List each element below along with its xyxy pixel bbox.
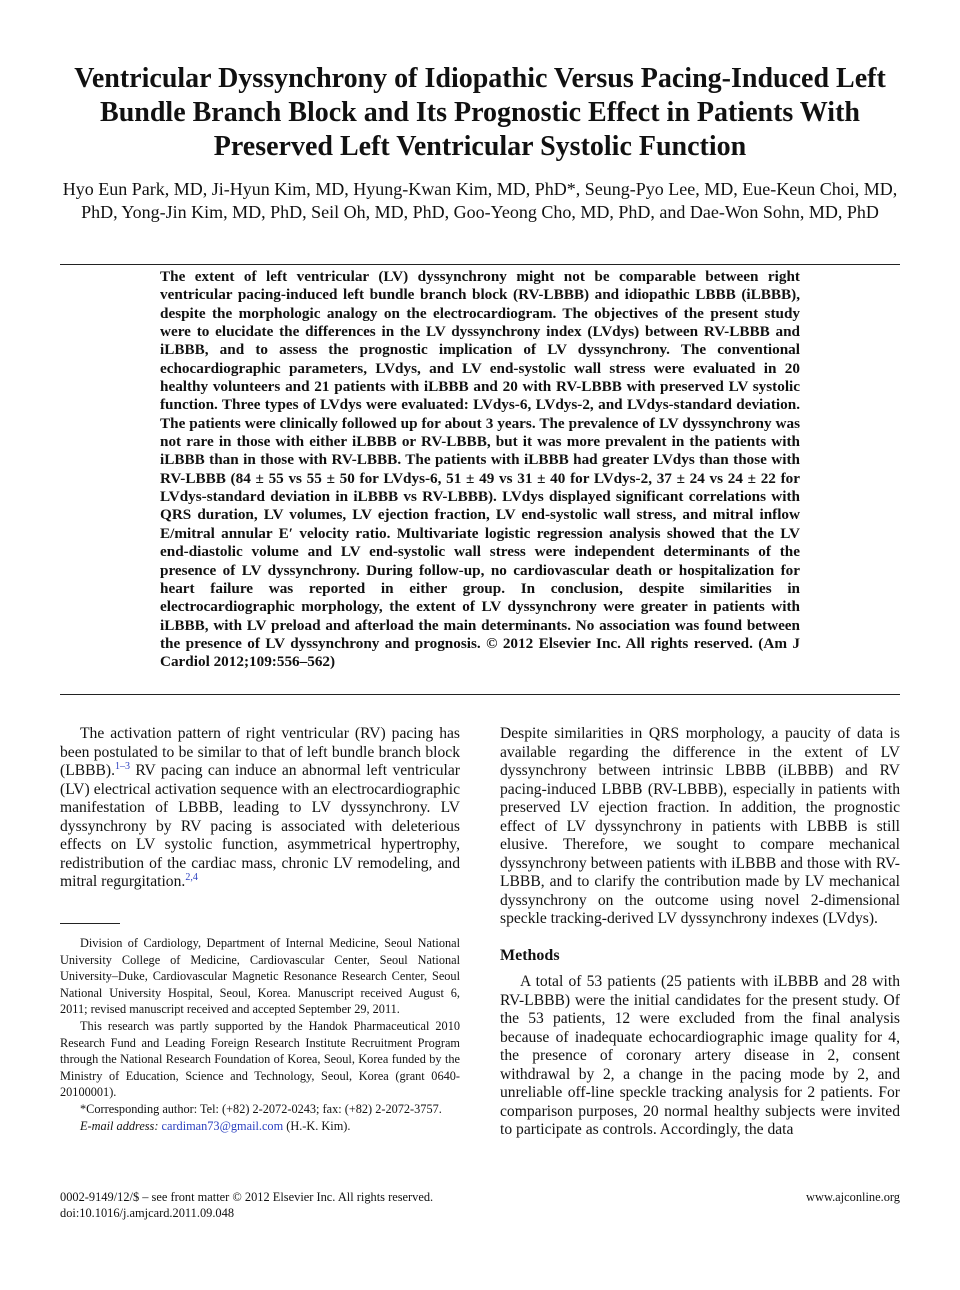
footnotes — [60, 935, 460, 1134]
abstract-top-rule — [60, 264, 900, 265]
methods-paragraph: A total of 53 patients (25 patients with iLBBB and 28 with RV-LBBB) were the initial candidates for the present study. Of the 53 patients, 12 were excluded from the final analysis because of inadequate echocardiographic image quality for 4, the presence of coronary artery disease in 2, consent withdrawal by 2, a change in the pacing mode by 2, and unreliable off-line speckle tracking analysis for 2 patients. For comparison purposes, 20 normal healthy subjects were invited to participate as controls. Accordingly, the data — [500, 973, 900, 1138]
intro-continued-paragraph: Despite similarities in QRS morphology, a paucity of data is available regarding the difference in the extent of LV dyssynchrony between intrinsic LBBB (iLBBB) and RV pacing-induced LBBB (RV-LBBB), especially in patients with preserved LV ejection fraction. In addition, the prognostic effect of LV dyssynchrony in patients with LBBB is still elusive. Therefore, we sought to compare mechanical dyssynchrony between patients with iLBBB and those with RV-LBBB, and to clarify the contribution made by LV mechanical dyssynchrony on the outcome using novel 2-dimensional speckle tracking-derived LV dyssynchrony indexes (LVdys). — [500, 725, 900, 927]
intro-text-2: RV pacing can induce an abnormal left ventricular (LV) electrical activation sequence with an electrocardiographic manifestation of LBBB, leading to LV dyssynchrony. LV dyssynchrony by RV pacing is associated with deleterious effects on LV systolic function, asymmetrical hypertrophy, redistribution of the cardiac mass, chronic LV remodeling, and mitral regurgitation. — [60, 762, 460, 890]
footer-url[interactable]: www.ajconline.org — [806, 1190, 900, 1204]
footnote-rule — [60, 923, 120, 924]
left-column — [60, 725, 460, 892]
email-link[interactable]: cardiman73@gmail.com — [161, 1118, 284, 1133]
author-list: Hyo Eun Park, MD, Ji-Hyun Kim, MD, Hyung-Kwan Kim, MD, PhD*, Seung-Pyo Lee, MD, Eue-Keun Choi, MD, PhD, Yong-Jin Kim, MD, PhD, Seil Oh, MD, PhD, Goo-Yeong Cho, MD, PhD, and Dae-Won Sohn, MD, PhD — [62, 179, 898, 222]
footer-doi: doi:10.1016/j.amjcard.2011.09.048 — [60, 1206, 235, 1220]
intro-text-1: The activation pattern of right ventricular (RV) pacing has been postulated to be similar to that of left bundle branch block (LBBB). — [60, 725, 460, 779]
reference-link[interactable]: 2,4 — [185, 872, 198, 883]
email-suffix: (H.-K. Kim). — [283, 1118, 351, 1133]
reference-link[interactable]: 1–3 — [115, 761, 131, 772]
footnote-affiliation: Division of Cardiology, Department of Internal Medicine, Seoul National University College of Medicine, Cardiovascular Center, Seoul National University–Duke, Cardiovascular Magnetic Resonance Research Center, Seoul National University Hospital, Seoul, Korea. Manuscript received August 6, 2011; revised manuscript received and accepted September 29, 2011. — [60, 936, 460, 1017]
email-label: E-mail address: — [80, 1118, 159, 1133]
article-title: Ventricular Dyssynchrony of Idiopathic Versus Pacing-Induced Left Bundle Branch Block and Its Prognostic Effect in Patients With Preserved Left Ventricular Systolic Function — [74, 63, 886, 162]
abstract: The extent of left ventricular (LV) dyssynchrony might not be comparable between right ventricular pacing-induced left bundle branch block (RV-LBBB) and idiopathic LBBB (iLBBB), despite the morphologic analogy on the electrocardiogram. The objectives of the present study were to elucidate the differences in the LV dyssynchrony index (LVdys) between RV-LBBB and iLBBB, and to assess the prognostic implication of LV dyssynchrony. The conventional echocardiographic parameters, LVdys, and LV end-systolic wall stress were evaluated in 20 healthy volunteers and 21 patients with iLBBB and 20 with RV-LBBB with preserved LV systolic function. Three types of LVdys were evaluated: LVdys-6, LVdys-2, and LVdys-standard deviation. The patients were clinically followed up for about 3 years. The prevalence of LV dyssynchrony was not rare in those with either iLBBB or RV-LBBB, but it was more prevalent in the patients with iLBBB than in those with RV-LBBB. The patients with iLBBB had greater LVdys than those with RV-LBBB (84 ± 55 vs 55 ± 50 for LVdys-6, 51 ± 49 vs 31 ± 40 for LVdys-2, 37 ± 24 vs 24 ± 22 for LVdys-standard deviation in iLBBB vs RV-LBBB). LVdys displayed significant correlations with QRS duration, LV volumes, LV ejection fraction, LV end-systolic wall stress, and mitral inflow E/mitral annular E′ velocity ratio. Multivariate logistic regression analysis showed that the LV end-diastolic volume and LV end-systolic wall stress were independent determinants of the presence of LV dyssynchrony. During follow-up, no cardiovascular death or hospitalization for heart failure was reported in either group. In conclusion, despite similarities in electrocardiographic morphology, the extent of LV dyssynchrony were greater in patients with iLBBB, with LV preload and afterload the main determinants. No association was found between the presence of LV dyssynchrony and prognosis. © 2012 Elsevier Inc. All rights reserved. (Am J Cardiol 2012;109:556–562) — [160, 268, 800, 671]
footnote-email — [60, 1118, 460, 1135]
footer-copyright — [60, 1189, 560, 1221]
right-column — [500, 725, 900, 1140]
intro-paragraph — [60, 725, 460, 892]
methods-heading: Methods — [500, 946, 560, 964]
footer-front-matter: 0002-9149/12/$ – see front matter © 2012 Elsevier Inc. All rights reserved. — [60, 1190, 434, 1204]
abstract-bottom-rule — [60, 694, 900, 695]
footnote-corresponding: *Corresponding author: Tel: (+82) 2-2072-0243; fax: (+82) 2-2072-3757. — [80, 1101, 442, 1116]
footnote-funding: This research was partly supported by the Handok Pharmaceutical 2010 Research Fund and Leading Foreign Research Institute Recruitment Program through the National Research Foundation of Korea, Seoul, Korea funded by the Ministry of Education, Science and Technology, Seoul, Korea (grant 0640-20100001). — [60, 1018, 460, 1100]
